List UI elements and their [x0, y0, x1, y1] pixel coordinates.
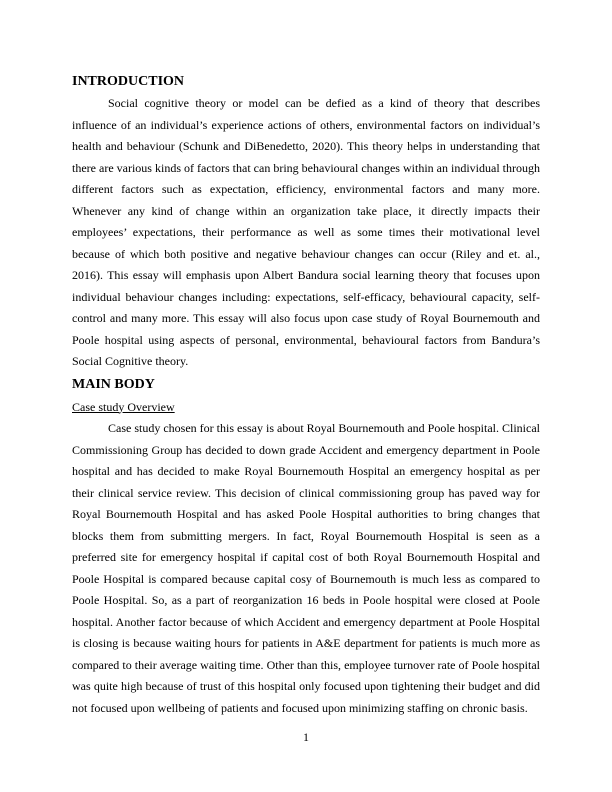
case-study-subheading: Case study Overview — [72, 399, 175, 414]
page-number: 1 — [303, 730, 309, 744]
introduction-paragraph: Social cognitive theory or model can be defied as a kind of theory that describes influence of an individual’s experience actions of others, environmental factors on individual’s health and behaviour (Schunk and DiBenedetto, 2020). This theory helps in understanding that there are various kinds of factors that can bring behavioural changes within an individual through different factors such as expectation, efficiency, environmental factors and many more. Whenever any kind of change within an organization take place, it directly impacts their employees’ expectations, their performance as well as some times their motivational level because of which both positive and negative behaviour changes can occur (Riley and et. al., 2016). This essay will emphasis upon Albert Bandura social learning theory that focuses upon individual behaviour changes including: expectations, self-efficacy, behavioural capacity, self-control and many more. This essay will also focus upon case study of Royal Bournemouth and Poole hospital using aspects of personal, environmental, behavioural factors from Bandura’s Social Cognitive theory. — [72, 96, 540, 368]
main-body-heading: MAIN BODY — [72, 376, 155, 392]
document-page — [72, 70, 540, 719]
case-study-paragraph: Case study chosen for this essay is about Royal Bournemouth and Poole hospital. Clinical Commissioning Group has decided to down grade Accident and emergency department in Poole hospital and has decided to make Royal Bournemouth Hospital an emergency hospital as per their clinical service review. This decision of clinical commissioning group has paved way for Royal Bournemouth Hospital and has asked Poole Hospital authorities to bring changes that blocks them from submitting mergers. In fact, Royal Bournemouth Hospital is seen as a preferred site for emergency hospital if capital cost of both Royal Bournemouth Hospital and Poole Hospital is compared because capital cosy of Bournemouth is much less as compared to Poole Hospital. So, as a part of reorganization 16 beds in Poole hospital were closed at Poole hospital. Another factor because of which Accident and emergency department at Poole Hospital is closing is because waiting hours for patients in A&E department for patients is much more as compared to their average waiting time. Other than this, employee turnover rate of Poole hospital was quite high because of trust of this hospital only focused upon tightening their budget and did not focused upon wellbeing of patients and focused upon minimizing staffing on chronic basis. — [72, 421, 540, 715]
introduction-heading: INTRODUCTION — [72, 74, 185, 89]
